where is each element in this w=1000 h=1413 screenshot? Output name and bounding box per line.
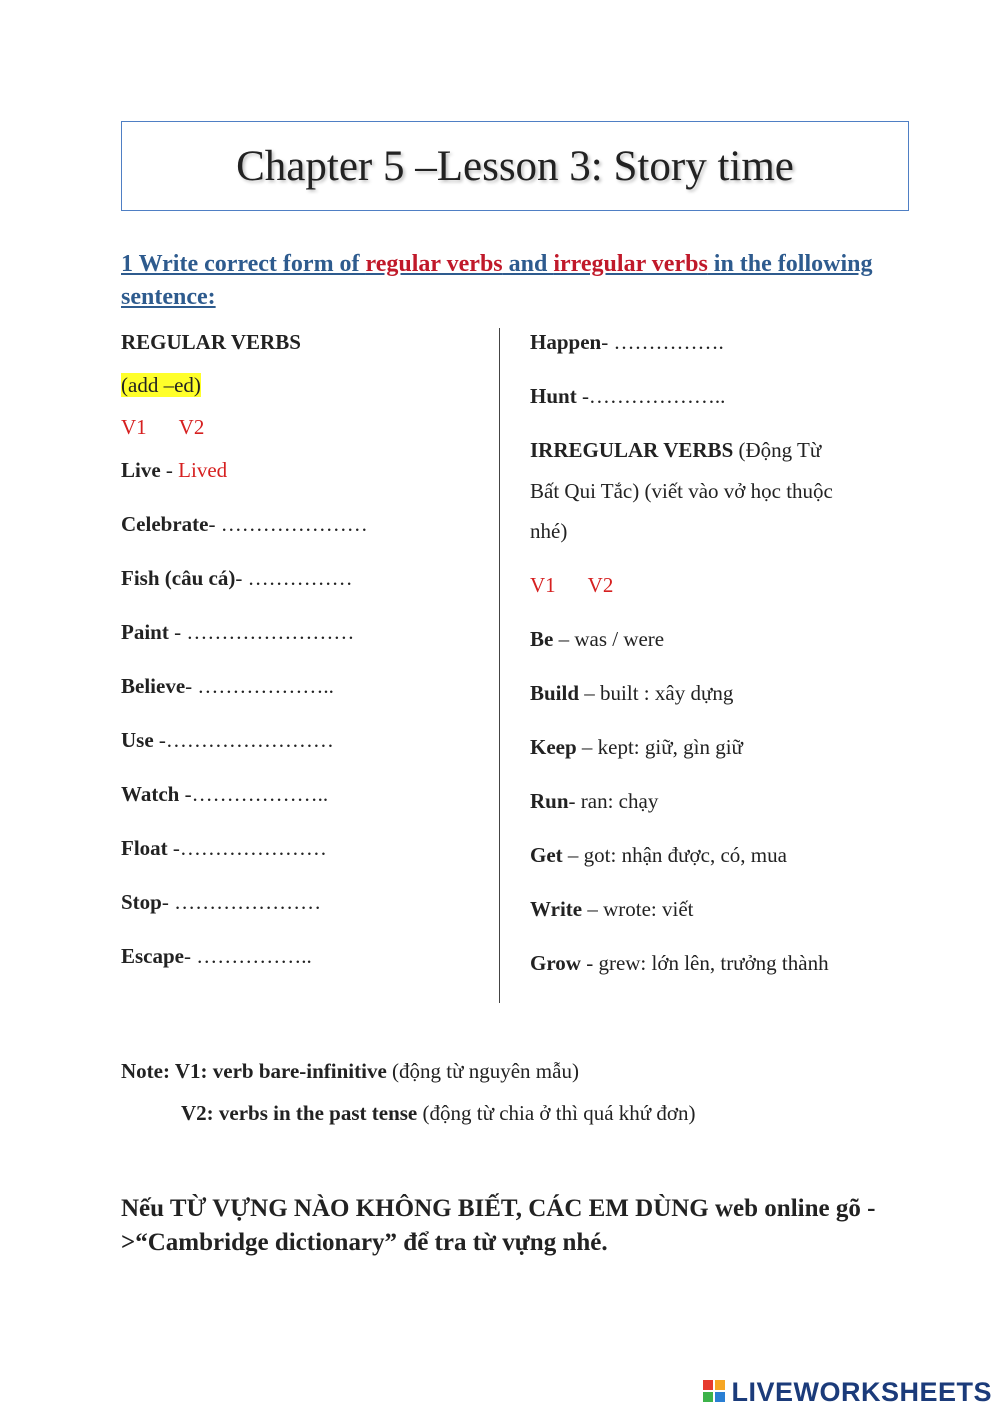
instruction [121, 248, 881, 314]
verb-row: Stop- ………………… [121, 890, 322, 914]
irregular-heading: IRREGULAR VERBS (Động Từ [530, 438, 822, 462]
verb-row: Believe- ……………….. [121, 674, 334, 698]
page-title: Chapter 5 –Lesson 3: Story time [236, 142, 794, 190]
liveworksheets-logo [703, 1375, 992, 1409]
regular-example: Live - Lived [121, 458, 228, 482]
irregular-note-line3: nhé) [530, 519, 568, 543]
instruction-and: and [502, 251, 554, 277]
verb-row: Paint - …………………… [121, 620, 355, 644]
column-divider [499, 328, 500, 1003]
title-box [121, 121, 909, 211]
irregular-verb-row: Keep – kept: giữ, gìn giữ [530, 735, 743, 759]
irregular-verb-row: Get – got: nhận được, có, mua [530, 843, 787, 867]
logo-mark-icon [703, 1380, 727, 1404]
irregular-verb-row: Build – built : xây dựng [530, 681, 734, 705]
footer-instruction: Nếu TỪ VỰNG NÀO KHÔNG BIẾT, CÁC EM DÙNG web online gõ ->“Cambridge dictionary” để tra từ vựng nhé. [121, 1195, 876, 1256]
answer-blank[interactable]: -………………… [167, 836, 327, 860]
irregular-verb-row: Grow - grew: lớn lên, trưởng thành [530, 951, 829, 975]
irregular-verb-row: Write – wrote: viết [530, 897, 694, 921]
regular-heading: REGULAR VERBS [121, 330, 301, 354]
logo-text: LIVEWORKSHEETS [731, 1376, 992, 1407]
regular-hint: (add –ed) [121, 373, 201, 397]
verb-row: Float -………………… [121, 836, 327, 860]
answer-blank[interactable]: -……………….. [576, 384, 726, 408]
verb-row: Fish (câu cá)- …………… [121, 566, 353, 590]
instruction-regular: regular verbs [365, 251, 503, 277]
irregular-verb-row: Be – was / were [530, 627, 665, 651]
regular-v-labels: V1 V2 [121, 415, 205, 439]
answer-blank[interactable]: - …………… [235, 566, 353, 590]
answer-blank[interactable]: -……………….. [179, 782, 329, 806]
answer-blank[interactable]: - …………….. [184, 944, 312, 968]
verb-row: Use -…………………… [121, 728, 334, 752]
answer-blank[interactable]: - ………………… [208, 512, 368, 536]
irregular-v-labels: V1 V2 [530, 573, 614, 597]
instruction-text: 1 Write correct form of [121, 251, 366, 277]
verb-row: Celebrate- ………………… [121, 512, 368, 536]
instruction-end: in the following sentence: [121, 251, 873, 310]
instruction-irregular: irregular verbs [553, 251, 708, 277]
verb-row: Escape- …………….. [121, 944, 312, 968]
irregular-note-line2: Bất Qui Tắc) (viết vào vở học thuộc [530, 479, 833, 503]
irregular-verb-row: Run- ran: chạy [530, 789, 659, 813]
note-line-2: V2: verbs in the past tense (động từ chia ở thì quá khứ đơn) [181, 1101, 696, 1125]
answer-blank[interactable]: - ……………. [601, 330, 724, 354]
verb-row: Happen- ……………. [530, 330, 724, 354]
answer-blank[interactable]: - ……………….. [185, 674, 334, 698]
note-line-1: Note: V1: verb bare-infinitive (động từ nguyên mẫu) [121, 1059, 579, 1083]
answer-blank[interactable]: - …………………… [168, 620, 355, 644]
verb-row: Hunt -……………….. [530, 384, 726, 408]
answer-blank[interactable]: -…………………… [153, 728, 334, 752]
answer-blank[interactable]: - ………………… [161, 890, 322, 914]
verb-row: Watch -……………….. [121, 782, 329, 806]
